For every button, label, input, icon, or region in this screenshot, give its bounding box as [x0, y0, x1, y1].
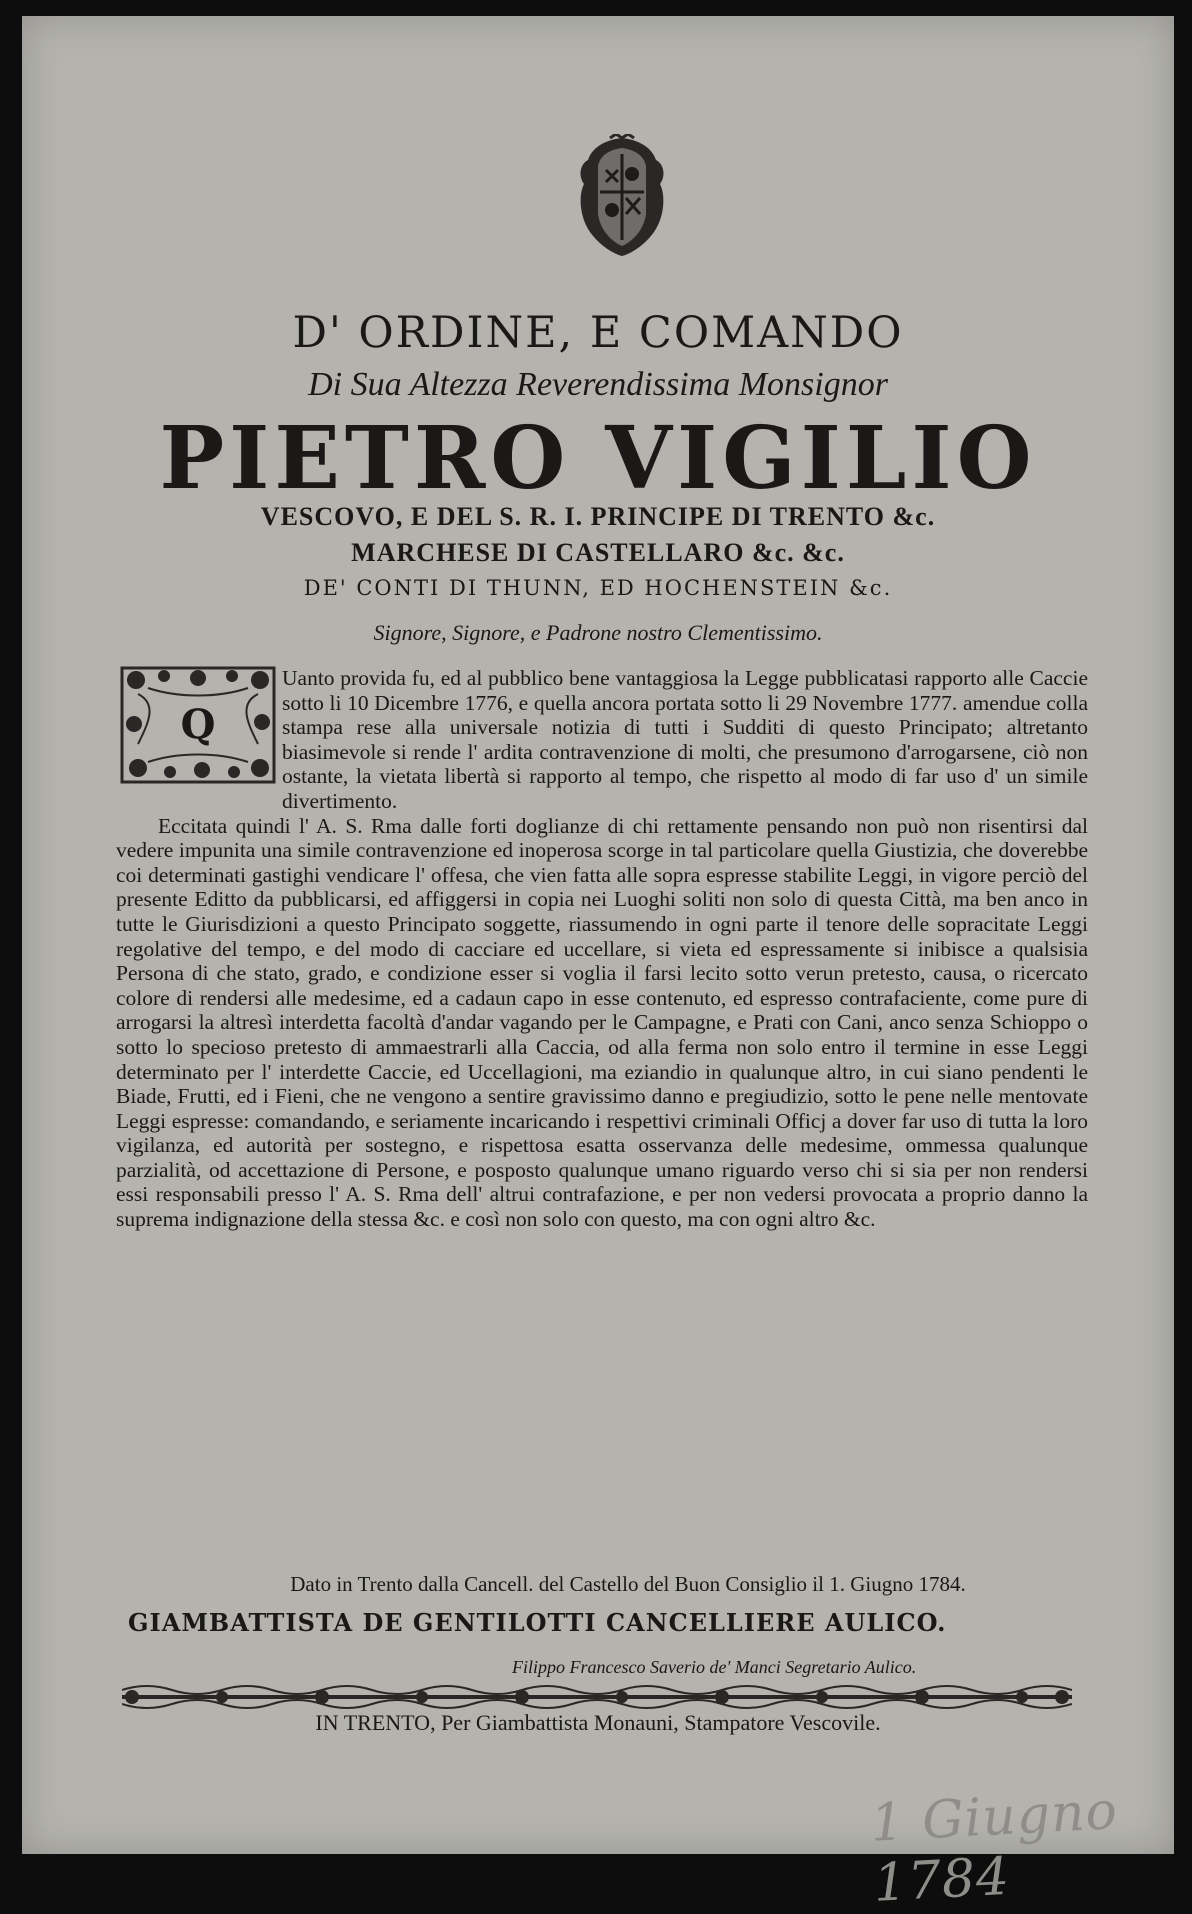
paragraph-2: Eccitata quindi l' A. S. Rma dalle forti doglianze di chi rettamente pensando non può non risentirsi dal vedere impunita una simile contravenzione ed inoperosa scorge in tal particolare quella Giustizia, che doverebbe coi determinati gastighi vendicare l' offesa, che vien fatta alle sopra espresse stabilite Leggi, in vigore perciò del presente Editto da pubblicarsi, ed affiggersi in copia nei Luoghi soliti non solo di questa Città, ma ben anco in tutte le Giurisdizioni a questo Principato soggette, riassumendo in ogni parte il tenore delle sopracitate Leggi regolative del tempo, e del modo di cacciare ed uccellare, si vieta ed espressamente si inibisce a qualsisia Persona di che stato, grado, e condizione esser si voglia il farsi lecito sotto verun pretesto, causa, o ricercato colore di rendersi alle medesime, ed a cadaun capo in esse contenuto, ed espresso contrafaciente, come pure di arrogarsi la altresì interdetta facoltà d'andar vagando per le Campagne, e Prati con Cani, anco senza Schioppo o sotto lo specioso pretesto di ammaestrarli alla Caccia, od alla ferma non solo entro il termine in esse Leggi determinato per l' interdette Caccie, ed Uccellagioni, ma eziandio in qualunque altro, in cui siano pendenti le Biade, Frutti, ed i Fieni, che ne vengono a sentire gravissimo danno e pregiudizio, sotto le pene nelle mentovate Leggi espresse: comandando, e seriamente incaricando i respettivi criminali Officj a dover far uso di tutta la loro vigilanza, ed autorità per sostegno, e rispettosa esatta osservanza delle medesime, ommessa qualunque parzialità, od accettazione di Persone, e posposto qualunque umano riguardo verso chi si sia per non rendersi essi responsabili presso l' A. S. Rma dell' altrui contrafazione, e per non vedersi provocata a proprio danno la suprema indignazione della stessa &c. e così non solo con questo, ma con ogni altro &c. [116, 813, 1088, 1232]
ornamental-border-rule [122, 1682, 1072, 1712]
edict-body [116, 666, 1088, 1232]
paragraph-1: Uanto provida fu, ed al pubblico bene vantaggiosa la Legge pubblicatasi rapporto alle Caccie sotto li 10 Dicembre 1776, e quella ancora portata sotto li 29 Novembre 1777. amendue colla stampa rese alla universale notizia di tutti i Sudditi di questo Principato; altretanto biasimevole si rende l' ardita contravenzione di molti, che presumono d'arrogarsene, ciò non ostante, la vietata libertà si rapporto al tempo, che rispetto al modo di far uso d' un simile divertimento. [282, 666, 1088, 813]
heading-name: PIETRO VIGILIO [159, 408, 1037, 509]
handwritten-date: 1 Giugno 1784 [869, 1781, 1120, 1914]
secretary-signature: Filippo Francesco Saverio de' Manci Segretario Aulico. [512, 1657, 917, 1677]
heading-salutation: Signore, Signore, e Padrone nostro Clementissimo. [373, 620, 823, 645]
initial-letter: Q [180, 701, 216, 748]
coat-of-arms-icon [574, 134, 670, 258]
heading-altezza: Di Sua Altezza Reverendissima Monsignor [308, 366, 888, 403]
broadside-sheet [22, 16, 1174, 1914]
heading-order: D' ORDINE, E COMANDO [292, 308, 904, 358]
heading-title-marchese: MARCHESE DI CASTELLARO &c. &c. [351, 538, 845, 567]
printer-imprint: IN TRENTO, Per Giambattista Monauni, Stampatore Vescovile. [315, 1710, 881, 1735]
dated-line: Dato in Trento dalla Cancell. del Castello del Buon Consiglio il 1. Giugno 1784. [290, 1572, 966, 1596]
heading-title-vescovo: VESCOVO, E DEL S. R. I. PRINCIPE DI TRENTO &c. [260, 502, 936, 531]
chancellor-signature: GIAMBATTISTA DE GENTILOTTI CANCELLIERE AULICO. [128, 1608, 947, 1637]
heading-title-conti: DE' CONTI DI THUNN, ED HOCHENSTEIN &c. [303, 576, 893, 600]
